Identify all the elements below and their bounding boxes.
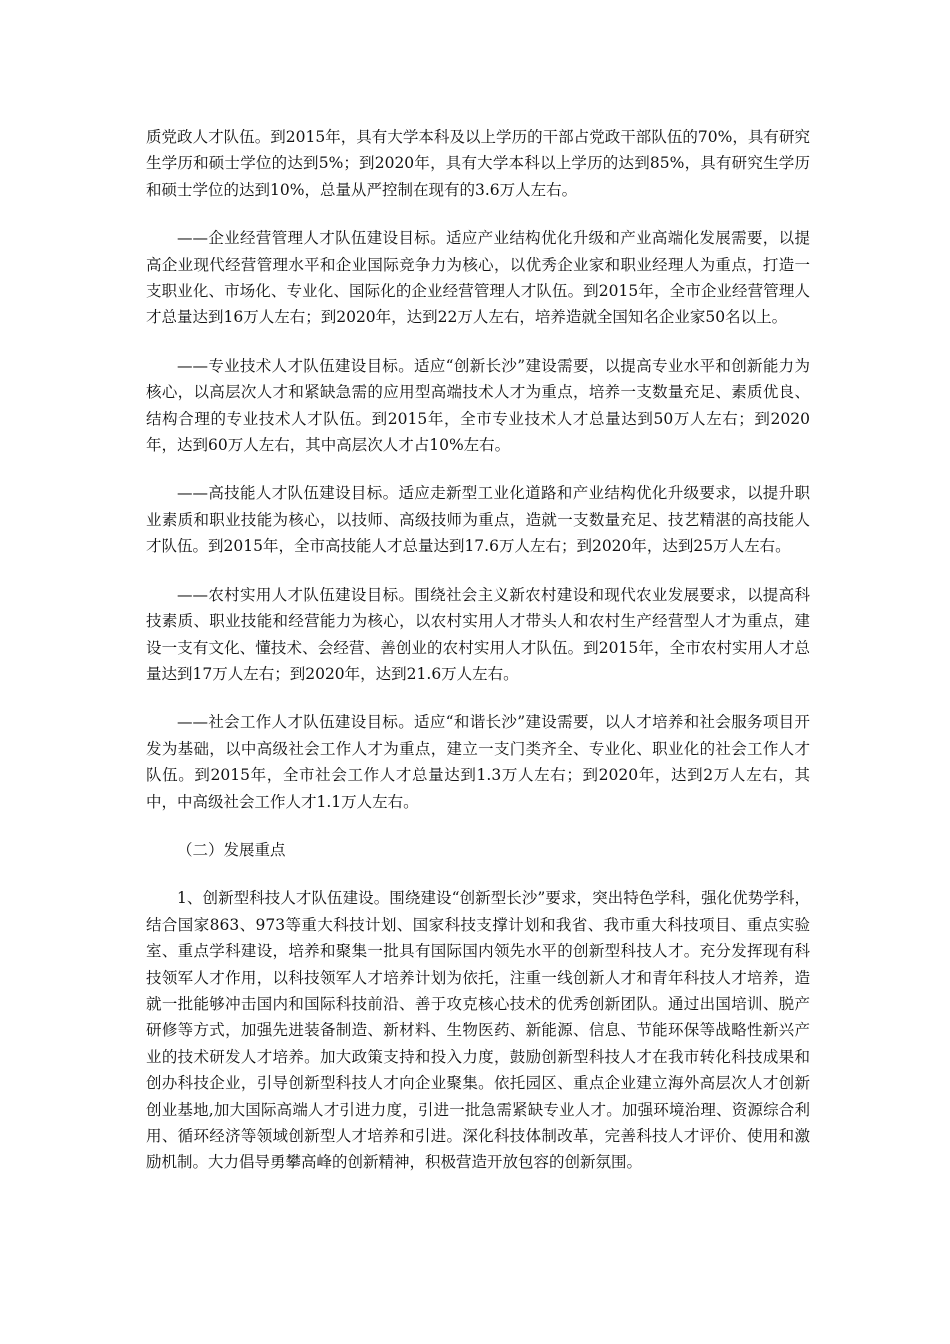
paragraph-enterprise-management-talent: ——企业经营管理人才队伍建设目标。适应产业结构优化升级和产业高端化发展需要，以提高企业现代经营管理水平和企业国际竞争力为核心，以优秀企业家和职业经理人为重点，打造一支职业化、市场化、专业化、国际化的企业经营管理人才队伍。到2015年，全市企业经营管理人才总量达到16万人左右；到2020年，达到22万人左右，培养造就全国知名企业家50名以上。 [146, 229, 810, 327]
section-heading-development-focus: （二）发展重点 [177, 840, 286, 859]
document-body [146, 124, 810, 1198]
paragraph-high-skilled-talent: ——高技能人才队伍建设目标。适应走新型工业化道路和产业结构优化升级要求，以提升职业素质和职业技能为核心，以技师、高级技师为重点，造就一支数量充足、技艺精湛的高技能人才队伍。到2015年，全市高技能人才总量达到17.6万人左右；到2020年，达到25万人左右。 [146, 484, 810, 556]
paragraph-innovative-tech-talent: 1、创新型科技人才队伍建设。围绕建设“创新型长沙”要求，突出特色学科，强化优势学科，结合国家863、973等重大科技计划、国家科技支撑计划和我省、我市重大科技项目、重点实验室、重点学科建设，培养和聚集一批具有国际国内领先水平的创新型科技人才。充分发挥现有科技领军人才作用，以科技领军人才培养计划为依托，注重一线创新人才和青年科技人才培养，造就一批能够冲击国内和国际科技前沿、善于攻克核心技术的优秀创新团队。通过出国培训、脱产研修等方式，加强先进装备制造、新材料、生物医药、新能源、信息、节能环保等战略性新兴产业的技术研发人才培养。加大政策支持和投入力度，鼓励创新型科技人才在我市转化科技成果和创办科技企业，引导创新型科技人才向企业聚集。依托园区、重点企业建立海外高层次人才创新创业基地,加大国际高端人才引进力度，引进一批急需紧缺专业人才。加强环境治理、资源综合利用、循环经济等领域创新型人才培养和引进。深化科技体制改革，完善科技人才评价、使用和激励机制。大力倡导勇攀高峰的创新精神，积极营造开放包容的创新氛围。 [146, 889, 810, 1172]
paragraph-party-cadres-continued: 质党政人才队伍。到2015年，具有大学本科及以上学历的干部占党政干部队伍的70%，具有研究生学历和硕士学位的达到5%；到2020年，具有大学本科以上学历的达到85%，具有研究生学历和硕士学位的达到10%，总量从严控制在现有的3.6万人左右。 [146, 128, 810, 199]
paragraph-professional-technical-talent: ——专业技术人才队伍建设目标。适应“创新长沙”建设需要，以提高专业水平和创新能力为核心，以高层次人才和紧缺急需的应用型高端技术人才为重点，培养一支数量充足、素质优良、结构合理的专业技术人才队伍。到2015年，全市专业技术人才总量达到50万人左右；到2020年，达到60万人左右，其中高层次人才占10%左右。 [146, 356, 810, 455]
paragraph-rural-practical-talent: ——农村实用人才队伍建设目标。围绕社会主义新农村建设和现代农业发展要求，以提高科技素质、职业技能和经营能力为核心，以农村实用人才带头人和农村生产经营型人才为重点，建设一支有文化、懂技术、会经营、善创业的农村实用人才队伍。到2015年，全市农村实用人才总量达到17万人左右；到2020年，达到21.6万人左右。 [146, 585, 810, 683]
paragraph-social-work-talent: ——社会工作人才队伍建设目标。适应“和谐长沙”建设需要，以人才培养和社会服务项目开发为基础，以中高级社会工作人才为重点，建立一支门类齐全、专业化、职业化的社会工作人才队伍。到2015年，全市社会工作人才总量达到1.3万人左右；到2020年，达到2万人左右，其中，中高级社会工作人才1.1万人左右。 [146, 713, 810, 811]
